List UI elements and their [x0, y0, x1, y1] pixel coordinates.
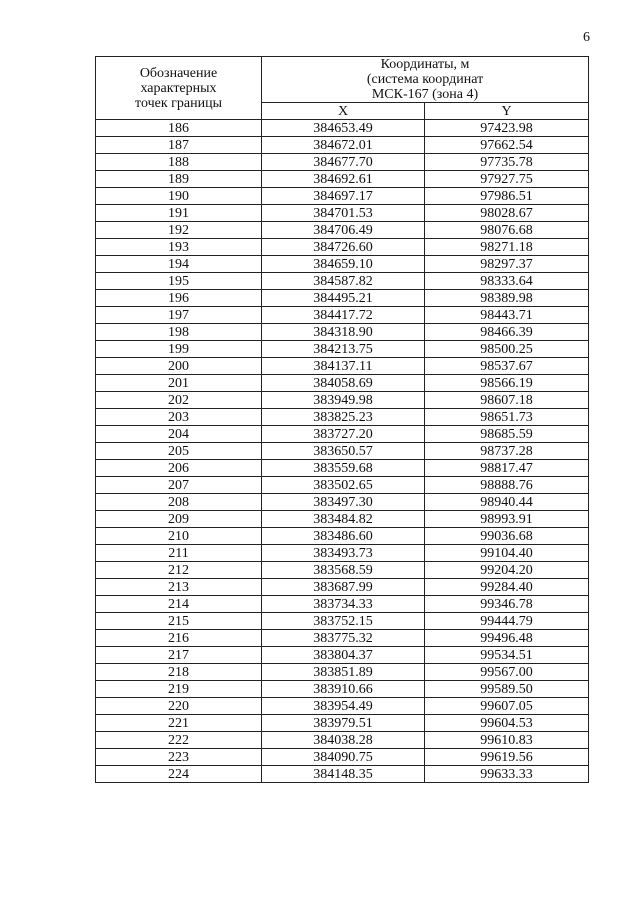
table-row [96, 188, 589, 205]
y-coordinate-cell: 98466.39 [425, 324, 589, 341]
table-row [96, 239, 589, 256]
y-coordinate-cell: 99444.79 [425, 613, 589, 630]
table-row [96, 137, 589, 154]
x-coordinate-cell: 384058.69 [262, 375, 425, 392]
point-number-cell: 200 [96, 358, 262, 375]
point-number-cell: 217 [96, 647, 262, 664]
x-coordinate-cell: 383979.51 [262, 715, 425, 732]
table-row [96, 443, 589, 460]
x-coordinate-cell: 383775.32 [262, 630, 425, 647]
table-row [96, 562, 589, 579]
y-column-header: Y [425, 103, 589, 120]
point-number-cell: 221 [96, 715, 262, 732]
x-coordinate-cell: 383727.20 [262, 426, 425, 443]
x-coordinate-cell: 383484.82 [262, 511, 425, 528]
table-row [96, 409, 589, 426]
point-header-line-2: характерных [140, 80, 217, 96]
y-coordinate-cell: 98817.47 [425, 460, 589, 477]
point-number-cell: 202 [96, 392, 262, 409]
y-coordinate-cell: 99619.56 [425, 749, 589, 766]
point-number-cell: 187 [96, 137, 262, 154]
x-coordinate-cell: 384417.72 [262, 307, 425, 324]
y-coordinate-cell: 98271.18 [425, 239, 589, 256]
point-number-cell: 210 [96, 528, 262, 545]
y-coordinate-cell: 97662.54 [425, 137, 589, 154]
point-header-line-1: Обозначение [139, 65, 218, 81]
y-coordinate-cell: 99607.05 [425, 698, 589, 715]
x-coordinate-cell: 384213.75 [262, 341, 425, 358]
point-number-cell: 197 [96, 307, 262, 324]
table-row [96, 545, 589, 562]
table-row [96, 698, 589, 715]
table-row [96, 256, 589, 273]
point-number-cell: 196 [96, 290, 262, 307]
y-coordinate-cell: 98685.59 [425, 426, 589, 443]
table-row [96, 647, 589, 664]
table-row [96, 358, 589, 375]
table-row [96, 664, 589, 681]
point-number-cell: 193 [96, 239, 262, 256]
y-coordinate-cell: 99633.33 [425, 766, 589, 783]
table-row [96, 392, 589, 409]
table-row [96, 205, 589, 222]
y-coordinate-cell: 99346.78 [425, 596, 589, 613]
table-row [96, 579, 589, 596]
x-coordinate-cell: 383825.23 [262, 409, 425, 426]
point-number-cell: 188 [96, 154, 262, 171]
x-coordinate-cell: 383650.57 [262, 443, 425, 460]
y-coordinate-cell: 99104.40 [425, 545, 589, 562]
table-row [96, 222, 589, 239]
x-coordinate-cell: 384090.75 [262, 749, 425, 766]
y-coordinate-cell: 98333.64 [425, 273, 589, 290]
x-coordinate-cell: 384148.35 [262, 766, 425, 783]
table-row [96, 273, 589, 290]
y-coordinate-cell: 99567.00 [425, 664, 589, 681]
y-coordinate-cell: 99284.40 [425, 579, 589, 596]
point-number-cell: 204 [96, 426, 262, 443]
coords-header-line-1: Координаты, м [380, 57, 470, 72]
table-row [96, 426, 589, 443]
point-number-cell: 219 [96, 681, 262, 698]
x-coordinate-cell: 384587.82 [262, 273, 425, 290]
coords-header-line-2: (система координат [366, 72, 484, 87]
coords-header-line-3: МСК-167 (зона 4) [371, 87, 479, 102]
y-coordinate-cell: 98443.71 [425, 307, 589, 324]
point-number-cell: 216 [96, 630, 262, 647]
y-coordinate-cell: 98566.19 [425, 375, 589, 392]
y-coordinate-cell: 97986.51 [425, 188, 589, 205]
x-coordinate-cell: 384653.49 [262, 120, 425, 137]
x-coordinate-cell: 383954.49 [262, 698, 425, 715]
y-coordinate-cell: 98888.76 [425, 477, 589, 494]
table-row [96, 596, 589, 613]
table-body [96, 120, 589, 783]
point-number-cell: 211 [96, 545, 262, 562]
y-coordinate-cell: 98500.25 [425, 341, 589, 358]
point-number-cell: 203 [96, 409, 262, 426]
x-coordinate-cell: 384137.11 [262, 358, 425, 375]
y-coordinate-cell: 98537.67 [425, 358, 589, 375]
table-row [96, 732, 589, 749]
point-number-cell: 194 [96, 256, 262, 273]
table-row [96, 324, 589, 341]
y-coordinate-cell: 99204.20 [425, 562, 589, 579]
y-coordinate-cell: 98389.98 [425, 290, 589, 307]
x-coordinate-cell: 383559.68 [262, 460, 425, 477]
x-coordinate-cell: 383493.73 [262, 545, 425, 562]
x-coordinate-cell: 383851.89 [262, 664, 425, 681]
x-coordinate-cell: 383497.30 [262, 494, 425, 511]
x-coordinate-cell: 383486.60 [262, 528, 425, 545]
point-number-cell: 214 [96, 596, 262, 613]
x-coordinate-cell: 383502.65 [262, 477, 425, 494]
x-coordinate-cell: 384706.49 [262, 222, 425, 239]
table-row [96, 681, 589, 698]
point-number-cell: 195 [96, 273, 262, 290]
x-coordinate-cell: 384038.28 [262, 732, 425, 749]
x-coordinate-cell: 384726.60 [262, 239, 425, 256]
point-number-cell: 222 [96, 732, 262, 749]
x-coordinate-cell: 384659.10 [262, 256, 425, 273]
y-coordinate-cell: 99036.68 [425, 528, 589, 545]
point-number-cell: 208 [96, 494, 262, 511]
point-number-cell: 209 [96, 511, 262, 528]
x-coordinate-cell: 383804.37 [262, 647, 425, 664]
x-coordinate-cell: 383910.66 [262, 681, 425, 698]
page-number: 6 [583, 30, 590, 45]
table-row [96, 613, 589, 630]
point-number-cell: 189 [96, 171, 262, 188]
y-coordinate-cell: 98028.67 [425, 205, 589, 222]
table-row [96, 766, 589, 783]
y-coordinate-cell: 98651.73 [425, 409, 589, 426]
point-designation-header [96, 57, 262, 120]
point-number-cell: 199 [96, 341, 262, 358]
table-row [96, 528, 589, 545]
point-number-cell: 191 [96, 205, 262, 222]
point-number-cell: 212 [96, 562, 262, 579]
y-coordinate-cell: 99534.51 [425, 647, 589, 664]
table-row [96, 120, 589, 137]
point-number-cell: 224 [96, 766, 262, 783]
x-coordinate-cell: 384318.90 [262, 324, 425, 341]
y-coordinate-cell: 98940.44 [425, 494, 589, 511]
table-row [96, 307, 589, 324]
point-number-cell: 192 [96, 222, 262, 239]
x-coordinate-cell: 383568.59 [262, 562, 425, 579]
x-coordinate-cell: 383734.33 [262, 596, 425, 613]
point-number-cell: 218 [96, 664, 262, 681]
x-column-header: X [262, 103, 425, 120]
point-number-cell: 220 [96, 698, 262, 715]
y-coordinate-cell: 99496.48 [425, 630, 589, 647]
table-row [96, 460, 589, 477]
y-coordinate-cell: 98607.18 [425, 392, 589, 409]
point-header-line-3: точек границы [135, 95, 222, 111]
point-number-cell: 205 [96, 443, 262, 460]
x-coordinate-cell: 384697.17 [262, 188, 425, 205]
point-number-cell: 206 [96, 460, 262, 477]
point-number-cell: 207 [96, 477, 262, 494]
y-coordinate-cell: 98993.91 [425, 511, 589, 528]
point-number-cell: 213 [96, 579, 262, 596]
table-row [96, 630, 589, 647]
y-coordinate-cell: 98076.68 [425, 222, 589, 239]
y-coordinate-cell: 97927.75 [425, 171, 589, 188]
y-coordinate-cell: 98297.37 [425, 256, 589, 273]
table-row [96, 171, 589, 188]
point-number-cell: 201 [96, 375, 262, 392]
table-row [96, 511, 589, 528]
point-number-cell: 198 [96, 324, 262, 341]
point-number-cell: 215 [96, 613, 262, 630]
table-row [96, 715, 589, 732]
point-number-cell: 223 [96, 749, 262, 766]
coordinates-table [95, 56, 589, 783]
y-coordinate-cell: 99589.50 [425, 681, 589, 698]
table-row [96, 375, 589, 392]
y-coordinate-cell: 98737.28 [425, 443, 589, 460]
table-header [96, 57, 589, 120]
coordinates-header [262, 57, 589, 103]
x-coordinate-cell: 383752.15 [262, 613, 425, 630]
x-coordinate-cell: 384692.61 [262, 171, 425, 188]
table-row [96, 154, 589, 171]
x-coordinate-cell: 384701.53 [262, 205, 425, 222]
table-row [96, 290, 589, 307]
x-coordinate-cell: 383687.99 [262, 579, 425, 596]
y-coordinate-cell: 97423.98 [425, 120, 589, 137]
x-coordinate-cell: 383949.98 [262, 392, 425, 409]
x-coordinate-cell: 384672.01 [262, 137, 425, 154]
table-row [96, 749, 589, 766]
y-coordinate-cell: 99610.83 [425, 732, 589, 749]
y-coordinate-cell: 99604.53 [425, 715, 589, 732]
table-row [96, 341, 589, 358]
x-coordinate-cell: 384677.70 [262, 154, 425, 171]
x-coordinate-cell: 384495.21 [262, 290, 425, 307]
table-row [96, 494, 589, 511]
point-number-cell: 186 [96, 120, 262, 137]
y-coordinate-cell: 97735.78 [425, 154, 589, 171]
table-row [96, 477, 589, 494]
point-number-cell: 190 [96, 188, 262, 205]
